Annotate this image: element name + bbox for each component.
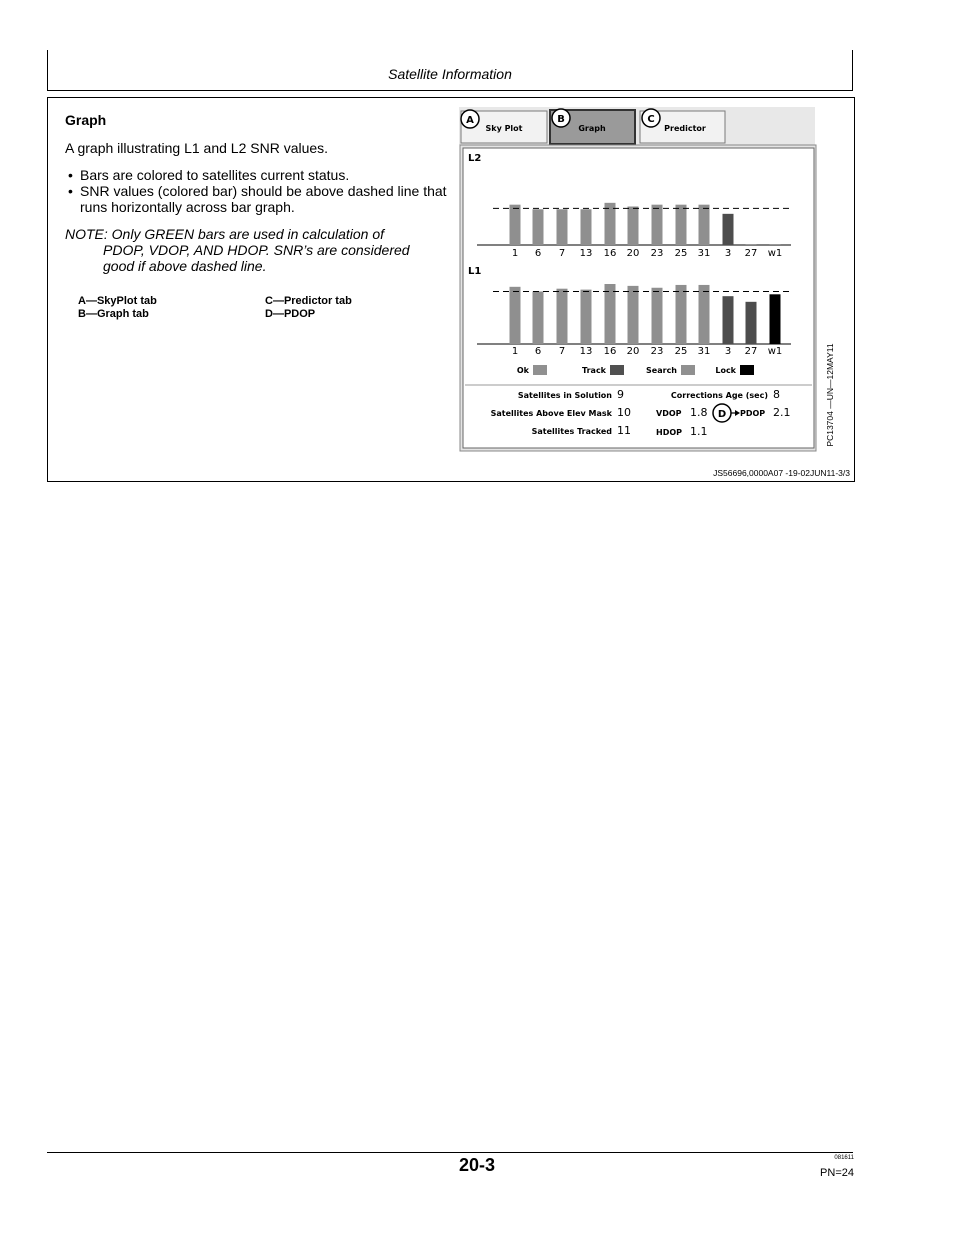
bar <box>605 203 616 245</box>
legend-track-label: Track <box>582 366 606 375</box>
bar <box>533 209 544 245</box>
bar <box>652 288 663 344</box>
tick-label: 23 <box>650 248 664 259</box>
tick-label: 13 <box>579 248 593 259</box>
satellite-graph-figure <box>459 107 817 453</box>
bar <box>510 287 521 344</box>
bullet-icon: • <box>68 183 73 199</box>
tick-label: 13 <box>579 346 593 357</box>
stat-pdop-value: 2.1 <box>773 406 791 419</box>
bar <box>628 286 639 344</box>
callout-a <box>461 110 479 128</box>
legend-search-swatch <box>681 365 695 375</box>
bar <box>557 209 568 245</box>
callout-c <box>642 109 660 127</box>
stat-corrections-age-value: 8 <box>773 388 780 401</box>
bar <box>605 284 616 344</box>
legend-search-label: Search <box>646 366 677 375</box>
bar <box>770 294 781 344</box>
tick-label: 7 <box>558 248 566 259</box>
callout-legend-b: B—Graph tab <box>78 308 149 320</box>
bar <box>557 289 568 344</box>
tick-label: 31 <box>697 248 711 259</box>
bullet-icon: • <box>68 167 73 183</box>
running-head: Satellite Information <box>388 66 512 82</box>
bullet-item: • SNR values (colored bar) should be above dashed line that runs horizontally across bar graph. <box>68 183 447 215</box>
tick-label: 31 <box>697 346 711 357</box>
figure-code: PC13704 —UN—12MAY11 <box>825 343 835 447</box>
bar <box>676 205 687 245</box>
tick-label: 16 <box>603 248 617 259</box>
pn-label: PN=24 <box>820 1167 854 1179</box>
tick-label: 23 <box>650 346 664 357</box>
stat-hdop-value: 1.1 <box>690 425 708 438</box>
svg-text:C: C <box>647 114 655 125</box>
bar <box>723 214 734 245</box>
bar <box>723 296 734 344</box>
tick-label: 6 <box>534 346 542 357</box>
bar <box>581 209 592 245</box>
section-title: Graph <box>65 112 107 128</box>
bar <box>770 244 781 245</box>
svg-text:A: A <box>466 115 474 126</box>
note-line: PDOP, VDOP, AND HDOP. SNR’s are considered <box>103 242 410 258</box>
stat-pdop-label: PDOP <box>740 409 766 418</box>
tick-label: 3 <box>724 346 732 357</box>
tick-label: 20 <box>626 248 640 259</box>
date-code: 081611 <box>834 1155 854 1161</box>
note-line: good if above dashed line. <box>103 258 267 274</box>
tick-label: w1 <box>767 346 783 357</box>
bar <box>581 290 592 344</box>
note-line: NOTE: Only GREEN bars are used in calculation of <box>65 226 385 242</box>
bar <box>699 285 710 344</box>
bar <box>510 205 521 245</box>
tab-label: Predictor <box>664 124 706 133</box>
stat-vdop-value: 1.8 <box>690 406 708 419</box>
note <box>65 226 445 274</box>
tick-label: 16 <box>603 346 617 357</box>
legend-ok-label: Ok <box>516 366 529 375</box>
stat-tracked-label: Satellites Tracked <box>531 427 612 436</box>
svg-text:B: B <box>557 114 565 125</box>
bullet-item: • Bars are colored to satellites current status. <box>68 167 350 183</box>
bar <box>628 207 639 246</box>
legend-ok-swatch <box>533 365 547 375</box>
document-id: JS56696,0000A07 -19-02JUN11-3/3 <box>713 468 850 478</box>
tick-label: 25 <box>674 248 688 259</box>
legend-lock-swatch <box>740 365 754 375</box>
chart-title: L2 <box>468 153 482 164</box>
bar <box>533 292 544 345</box>
tick-label: 20 <box>626 346 640 357</box>
page-number: 20-3 <box>458 1155 496 1175</box>
tick-label: 3 <box>724 248 732 259</box>
tick-label: 27 <box>744 346 758 357</box>
stat-hdop-label: HDOP <box>656 428 682 437</box>
stat-in-solution-value: 9 <box>617 388 624 401</box>
bar <box>746 244 757 245</box>
tick-label: 25 <box>674 346 688 357</box>
callout-b <box>552 109 570 127</box>
svg-text:D: D <box>717 409 727 420</box>
header-rule-bottom <box>47 90 853 91</box>
intro-paragraph: A graph illustrating L1 and L2 SNR values. <box>65 140 329 156</box>
stat-above-mask-value: 10 <box>617 406 631 419</box>
legend-track-swatch <box>610 365 624 375</box>
bar <box>746 302 757 344</box>
bar <box>699 205 710 245</box>
tick-label: 27 <box>744 248 758 259</box>
tick-label: 6 <box>534 248 542 259</box>
stat-corrections-age-label: Corrections Age (sec) <box>670 391 768 400</box>
tab-label: Graph <box>578 124 606 133</box>
bar <box>652 205 663 245</box>
stat-vdop-label: VDOP <box>656 409 682 418</box>
tick-label: w1 <box>767 248 783 259</box>
tick-label: 7 <box>558 346 566 357</box>
callout-legend-d: D—PDOP <box>265 308 316 320</box>
stat-tracked-value: 11 <box>617 424 631 437</box>
tick-label: 1 <box>511 248 519 259</box>
stat-in-solution-label: Satellites in Solution <box>517 391 612 400</box>
stat-above-mask-label: Satellites Above Elev Mask <box>490 409 612 418</box>
callout-legend-a: A—SkyPlot tab <box>78 295 157 307</box>
legend-lock-label: Lock <box>715 366 736 375</box>
callout-legend-c: C—Predictor tab <box>265 295 352 307</box>
tab-label: Sky Plot <box>485 124 523 133</box>
tick-label: 1 <box>511 346 519 357</box>
bar <box>676 285 687 344</box>
footer-rule <box>47 1152 853 1153</box>
chart-title: L1 <box>468 266 482 277</box>
